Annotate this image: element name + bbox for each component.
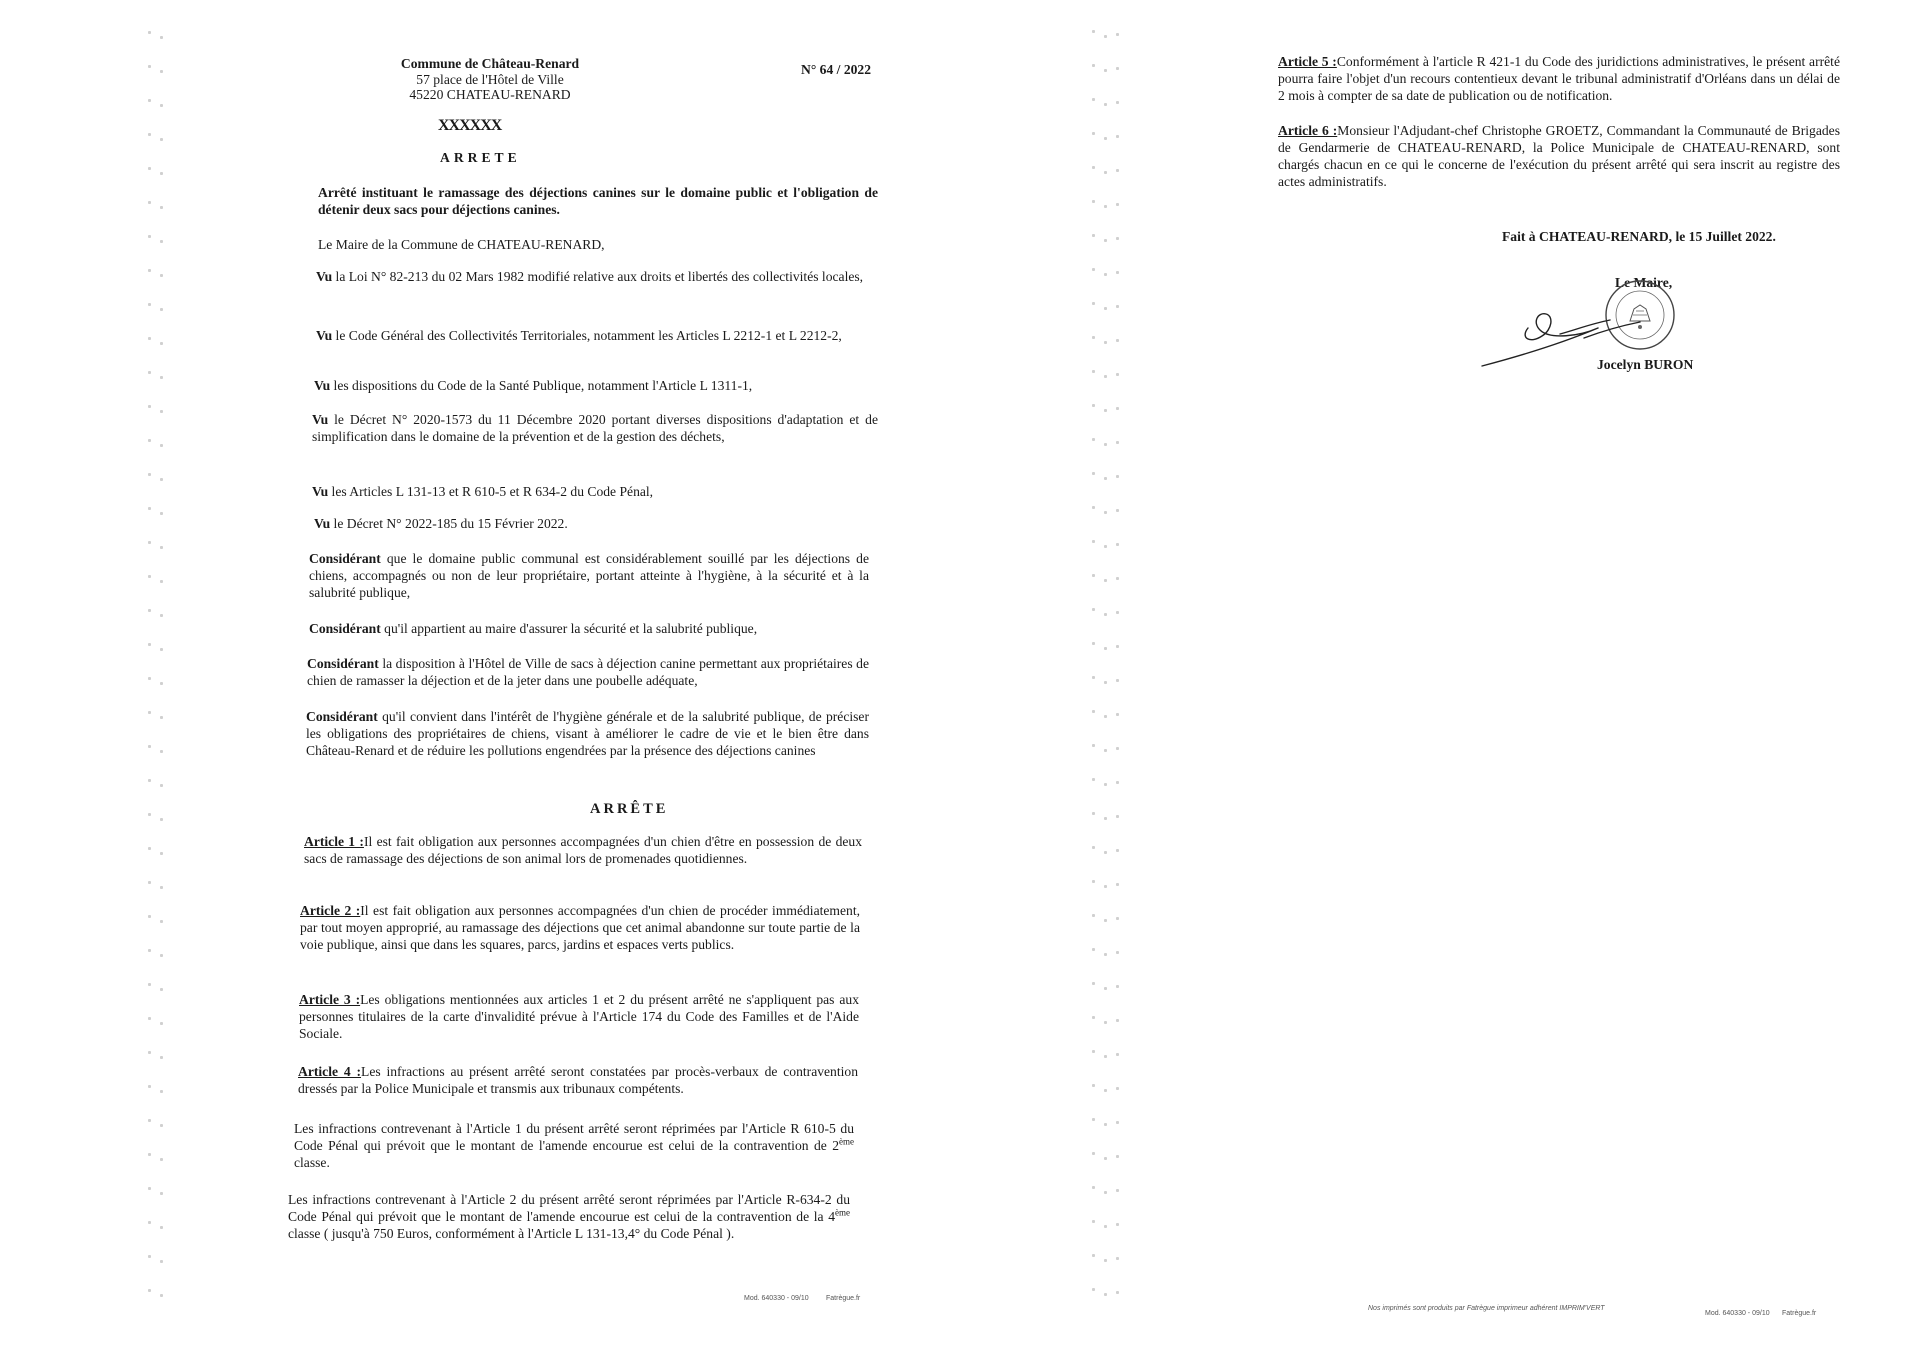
le-maire-label: Le Maire, (1615, 275, 1673, 290)
scan-dot (160, 682, 163, 685)
scan-dot (148, 643, 151, 646)
scan-dot (160, 1022, 163, 1025)
considerant-text: que le domaine public communal est considérablement souillé par les déjections de chiens, accompagnés ou non de leur propriétaire, portant atteinte à l'hygiène, à la sécurité et à la salubrité publique, (309, 551, 869, 600)
considerant-paragraph (309, 620, 869, 637)
scan-dot (1092, 642, 1095, 645)
scan-dot (1116, 33, 1119, 36)
scan-dot (160, 580, 163, 583)
scan-dot (160, 818, 163, 821)
scan-dot (148, 99, 151, 102)
scan-dot (1104, 511, 1107, 514)
scan-dot (1092, 540, 1095, 543)
scan-dot (1104, 1089, 1107, 1092)
scan-dot (148, 1085, 151, 1088)
vu-text: les dispositions du Code de la Santé Publique, notamment l'Article L 1311-1, (330, 378, 753, 393)
scan-dot (1104, 579, 1107, 582)
scan-dot (1116, 1257, 1119, 1260)
scan-dot (1104, 953, 1107, 956)
scan-dot (160, 1124, 163, 1127)
scan-dot (1104, 987, 1107, 990)
scan-dot (160, 308, 163, 311)
vu-lead: Vu (314, 516, 331, 531)
considerant-lead: Considérant (309, 551, 381, 566)
footer-mod: Mod. 640330 - 09/10 (744, 1295, 809, 1302)
scan-dot (148, 439, 151, 442)
vu-text: le Décret N° 2022-185 du 15 Février 2022. (330, 516, 568, 531)
scan-dot (148, 1051, 151, 1054)
infraction-paragraph-1 (294, 1120, 854, 1171)
scan-dot (1092, 336, 1095, 339)
scan-dot (1116, 1053, 1119, 1056)
scan-dot (1104, 375, 1107, 378)
scan-dot (1092, 710, 1095, 713)
scan-dot (160, 716, 163, 719)
article-text: Les infractions au présent arrêté seront constatées par procès-verbaux de contravention dressés par la Police Municipale et transmis aux tribunaux compétents. (298, 1064, 858, 1096)
considerant-lead: Considérant (309, 621, 381, 636)
scan-dot (1116, 135, 1119, 138)
footer-brand: Fatrègue.fr (1782, 1310, 1817, 1317)
scan-dot (1116, 645, 1119, 648)
scan-dot (1092, 914, 1095, 917)
article-paragraph (1278, 53, 1840, 104)
scan-dot (160, 274, 163, 277)
infraction-sup: ème (835, 1207, 850, 1218)
scan-dot (160, 138, 163, 141)
scan-dot (148, 303, 151, 306)
scan-dot (148, 201, 151, 204)
scan-dot (1116, 1155, 1119, 1158)
scan-dot (1092, 404, 1095, 407)
scan-dot (148, 915, 151, 918)
scan-dot (1092, 98, 1095, 101)
scan-dot (1104, 307, 1107, 310)
scan-dot (1116, 339, 1119, 342)
scan-dot (1104, 69, 1107, 72)
scan-dot (1092, 166, 1095, 169)
scan-dot (1116, 883, 1119, 886)
scan-dot (1092, 506, 1095, 509)
scan-dot (160, 478, 163, 481)
scan-dot (1104, 171, 1107, 174)
considerant-lead: Considérant (306, 709, 378, 724)
scan-dot (1116, 203, 1119, 206)
document-title: ARRETE (440, 150, 521, 165)
scan-dot (148, 1119, 151, 1122)
footer-note: Nos imprimés sont produits par Fatrègue imprimeur adhérent IMPRIM'VERT (1368, 1305, 1605, 1312)
scan-dot (148, 711, 151, 714)
scan-dot (1092, 200, 1095, 203)
scan-dot (1104, 1259, 1107, 1262)
scan-dot (1116, 917, 1119, 920)
scan-dot (1116, 237, 1119, 240)
scan-dot (148, 1153, 151, 1156)
vu-lead: Vu (316, 328, 333, 343)
infraction-text: Les infractions contrevenant à l'Article 1 du présent arrêté seront réprimées par l'Article R 610-5 du Code Pénal qui prévoit que le montant de l'amende encourue est celui de la contravention de 2 (294, 1121, 854, 1153)
vu-text: le Code Général des Collectivités Territoriales, notamment les Articles L 2212-1 et L 2212-2, (332, 328, 842, 343)
scan-dot (1116, 577, 1119, 580)
signatory-name: Jocelyn BURON (1597, 357, 1694, 372)
scan-dot (160, 784, 163, 787)
vu-paragraph (312, 411, 878, 445)
scan-dot (1104, 443, 1107, 446)
scan-dot (1116, 543, 1119, 546)
scan-dot (1116, 407, 1119, 410)
article-lead: Article 5 : (1278, 54, 1337, 69)
scan-dot (148, 949, 151, 952)
scan-dot (1116, 951, 1119, 954)
scan-dot (160, 546, 163, 549)
scan-dot (148, 1255, 151, 1258)
scan-dot (148, 847, 151, 850)
scan-dot (1104, 817, 1107, 820)
scan-dot (1116, 679, 1119, 682)
infraction-paragraph-2 (288, 1191, 850, 1242)
scan-dot (1104, 681, 1107, 684)
considerant-paragraph (307, 655, 869, 689)
scan-dot (160, 920, 163, 923)
scan-dot (1104, 137, 1107, 140)
considerant-paragraph (306, 708, 869, 759)
scan-dot (1092, 64, 1095, 67)
article-text: Il est fait obligation aux personnes accompagnées d'un chien de procéder immédiatement, par tout moyen approprié, au ramassage des déjections que cet animal abandonne sur toute partie de la voie publique, ainsi que dans les squares, parcs, jardins et espaces verts publics. (300, 903, 861, 952)
scan-dot (160, 104, 163, 107)
scan-dot (1104, 613, 1107, 616)
article-text: Conformément à l'article R 421-1 du Code des juridictions administratives, le présent arrêté pourra faire l'objet d'un recours contentieux devant le tribunal administratif d'Orléans dans un délai de 2 mois à compter de sa date de publication ou de notification. (1278, 54, 1840, 103)
scan-dot (1116, 713, 1119, 716)
article-lead: Article 3 : (299, 992, 361, 1007)
article-paragraph (304, 833, 862, 867)
scan-dot (148, 507, 151, 510)
scan-dot (148, 337, 151, 340)
scan-dot (1116, 781, 1119, 784)
scan-dot (1116, 1223, 1119, 1226)
scan-dot (148, 677, 151, 680)
article-paragraph (300, 902, 860, 953)
scan-dot (160, 70, 163, 73)
scan-dot (148, 167, 151, 170)
considerant-text: qu'il convient dans l'intérêt de l'hygiène générale et de la salubrité publique, de préciser les obligations des propriétaires de chiens, visant à améliorer le cadre de vie et le bien être dans Château-Renard et de réduire les pollutions engendrées par la présence des déjections canines (306, 709, 869, 758)
article-lead: Article 2 : (300, 903, 361, 918)
scan-dot (1104, 715, 1107, 718)
considerant-text: la disposition à l'Hôtel de Ville de sacs à déjection canine permettant aux propriétaires de chien de ramasser la déjection et de la jeter dans une poubelle adéquate, (307, 656, 869, 688)
scan-dot (1092, 846, 1095, 849)
vu-lead: Vu (312, 484, 329, 499)
scan-dot (1092, 744, 1095, 747)
infraction-text-end: classe ( jusqu'à 750 Euros, conformément à l'Article L 131-13,4° du Code Pénal ). (288, 1226, 735, 1241)
scan-dot (1116, 67, 1119, 70)
footer-brand: Fatrègue.fr (826, 1295, 861, 1302)
scan-dot (1116, 747, 1119, 750)
scan-dot (1116, 169, 1119, 172)
scan-dot (1092, 438, 1095, 441)
scan-dot (1104, 545, 1107, 548)
scan-dot (1104, 35, 1107, 38)
scan-dot (148, 779, 151, 782)
scan-dot (160, 512, 163, 515)
article-paragraph (299, 991, 859, 1042)
scan-dot (148, 133, 151, 136)
scan-dot (160, 410, 163, 413)
scan-dot (148, 405, 151, 408)
scan-dot (1092, 1288, 1095, 1291)
scan-dot (1116, 849, 1119, 852)
scan-dot (160, 1158, 163, 1161)
footer-mod: Mod. 640330 - 09/10 (1705, 1310, 1770, 1317)
scan-dot (148, 745, 151, 748)
scan-dot (1104, 103, 1107, 106)
scan-dot (1092, 30, 1095, 33)
scan-dot (1092, 1220, 1095, 1223)
scan-dot (160, 614, 163, 617)
scan-dot (160, 886, 163, 889)
scan-dot (1092, 302, 1095, 305)
commune-address-line2: 45220 CHATEAU-RENARD (409, 87, 571, 102)
vu-lead: Vu (314, 378, 331, 393)
scan-dot (148, 541, 151, 544)
scan-dot (1116, 611, 1119, 614)
scan-dot (148, 575, 151, 578)
scan-dot (160, 852, 163, 855)
scan-dot (160, 342, 163, 345)
vu-lead: Vu (312, 412, 329, 427)
scan-dot (160, 36, 163, 39)
scan-dot (148, 65, 151, 68)
scan-dot (160, 648, 163, 651)
scan-dot (1104, 1055, 1107, 1058)
ornament-divider: XXXXXX (438, 117, 502, 134)
article-text: Monsieur l'Adjudant-chef Christophe GROETZ, Commandant la Communauté de Brigades de Gendarmerie de CHATEAU-RENARD, la Police Municipale de CHATEAU-RENARD, sont chargés chacun en ce qui le concerne de l'exécution du présent arrêté qui sera inscrit au registre des actes administratifs. (1278, 123, 1840, 189)
arrete-subject: Arrêté instituant le ramassage des déjections canines sur le domaine public et l'obligation de détenir deux sacs pour déjections canines. (318, 185, 878, 217)
maire-line: Le Maire de la Commune de CHATEAU-RENARD, (318, 237, 605, 252)
scan-dot (148, 1221, 151, 1224)
scan-dot (1104, 1225, 1107, 1228)
scan-dot (1116, 985, 1119, 988)
scan-dot (160, 240, 163, 243)
scan-dot (148, 983, 151, 986)
scan-dot (148, 31, 151, 34)
scan-dot (160, 1260, 163, 1263)
scan-dot (1104, 239, 1107, 242)
scan-dot (1116, 373, 1119, 376)
scan-dot (1104, 409, 1107, 412)
scan-dot (160, 1192, 163, 1195)
commune-address-line1: 57 place de l'Hôtel de Ville (416, 71, 564, 87)
arrete-heading: ARRÊTE (590, 801, 669, 817)
scan-dot (1092, 676, 1095, 679)
scan-dot (160, 954, 163, 957)
scan-dot (1104, 273, 1107, 276)
scan-dot (1092, 132, 1095, 135)
considerant-paragraph (309, 550, 869, 601)
scan-dot (1116, 1291, 1119, 1294)
scan-dot (1116, 305, 1119, 308)
article-paragraph (298, 1063, 858, 1097)
scan-dot (1104, 341, 1107, 344)
scan-dot (160, 988, 163, 991)
scan-dot (1116, 101, 1119, 104)
fait-line: Fait à CHATEAU-RENARD, le 15 Juillet 2022. (1502, 229, 1776, 244)
commune-name: Commune de Château-Renard (400, 56, 580, 71)
scan-dot (1092, 1084, 1095, 1087)
vu-paragraph (316, 327, 878, 344)
scan-dot (1104, 647, 1107, 650)
scan-dot (160, 1294, 163, 1297)
vu-paragraph (312, 483, 878, 500)
considerant-lead: Considérant (307, 656, 379, 671)
scan-dot (1104, 1191, 1107, 1194)
scan-dot (148, 1187, 151, 1190)
scan-dot (1116, 271, 1119, 274)
scan-dot (148, 473, 151, 476)
scan-dot (1116, 1121, 1119, 1124)
scan-dot (1092, 1118, 1095, 1121)
scan-dot (1092, 1016, 1095, 1019)
infraction-sup: ème (839, 1136, 854, 1147)
scan-dot (1092, 234, 1095, 237)
scan-dot (1104, 919, 1107, 922)
scan-dot (160, 1226, 163, 1229)
scan-dot (1092, 574, 1095, 577)
considerant-text: qu'il appartient au maire d'assurer la sécurité et la salubrité publique, (380, 621, 758, 636)
article-lead: Article 4 : (298, 1064, 362, 1079)
scan-dot (1104, 885, 1107, 888)
scan-dot (1116, 509, 1119, 512)
scan-dot (1116, 1189, 1119, 1192)
scan-dot (1092, 1254, 1095, 1257)
scan-dot (148, 235, 151, 238)
scan-dot (160, 1090, 163, 1093)
scan-dot (1092, 608, 1095, 611)
scan-dot (148, 1017, 151, 1020)
vu-paragraph (314, 377, 878, 394)
vu-paragraph (316, 268, 878, 285)
scan-dot (1092, 1050, 1095, 1053)
article-text: Il est fait obligation aux personnes accompagnées d'un chien d'être en possession de deux sacs de ramassage des déjections de son animal lors de promenades quotidiennes. (304, 834, 863, 866)
arrete-number: N° 64 / 2022 (801, 62, 872, 77)
vu-lead: Vu (316, 269, 333, 284)
scan-dot (1104, 783, 1107, 786)
scan-dot (1092, 982, 1095, 985)
right-page (960, 0, 1920, 1357)
scan-dot (1104, 1021, 1107, 1024)
scan-dot (1104, 477, 1107, 480)
commune-header (370, 56, 610, 103)
infraction-text: Les infractions contrevenant à l'Article 2 du présent arrêté seront réprimées par l'Article R-634-2 du Code Pénal qui prévoit que le montant de l'amende encourue est celui de la contravention de la 4 (288, 1192, 850, 1224)
scan-dot (1116, 1019, 1119, 1022)
scan-dot (148, 371, 151, 374)
scan-dot (1092, 880, 1095, 883)
article-lead: Article 6 : (1278, 123, 1338, 138)
scan-dot (1116, 815, 1119, 818)
scan-dot (160, 206, 163, 209)
scan-dot (1104, 1293, 1107, 1296)
infraction-text-end: classe. (294, 1155, 330, 1170)
article-paragraph (1278, 122, 1840, 190)
scan-dot (1116, 1087, 1119, 1090)
scan-dot (148, 269, 151, 272)
scan-dot (1092, 370, 1095, 373)
scan-dot (160, 444, 163, 447)
scan-dot (160, 1056, 163, 1059)
scan-dot (1092, 268, 1095, 271)
vu-text: la Loi N° 82-213 du 02 Mars 1982 modifié relative aux droits et libertés des collectivités locales, (332, 269, 864, 284)
article-text: Les obligations mentionnées aux articles 1 et 2 du présent arrêté ne s'appliquent pas aux personnes titulaires de la carte d'invalidité prévue à l'Article 174 du Code des Familles et de l'Aide Sociale. (299, 992, 859, 1041)
scan-dot (1116, 441, 1119, 444)
scan-dot (148, 881, 151, 884)
scan-dot (1116, 475, 1119, 478)
vu-text: les Articles L 131-13 et R 610-5 et R 634-2 du Code Pénal, (328, 484, 654, 499)
scan-dot (148, 813, 151, 816)
scan-dot (1104, 205, 1107, 208)
scan-dot (1104, 1157, 1107, 1160)
scan-dot (160, 172, 163, 175)
scan-dot (1104, 1123, 1107, 1126)
scan-dot (1092, 948, 1095, 951)
scan-dot (148, 1289, 151, 1292)
scan-dot (1104, 749, 1107, 752)
vu-paragraph (314, 515, 878, 532)
scan-dot (1092, 472, 1095, 475)
scan-dot (1104, 851, 1107, 854)
scan-dot (1092, 1152, 1095, 1155)
scan-dot (160, 376, 163, 379)
vu-text: le Décret N° 2020-1573 du 11 Décembre 2020 portant diverses dispositions d'adaptation et de simplification dans le domaine de la prévention et de la gestion des déchets, (312, 412, 878, 444)
scan-dot (1092, 812, 1095, 815)
scan-dot (1092, 1186, 1095, 1189)
scan-dot (160, 750, 163, 753)
scan-dot (1092, 778, 1095, 781)
article-lead: Article 1 : (304, 834, 364, 849)
scan-dot (148, 609, 151, 612)
